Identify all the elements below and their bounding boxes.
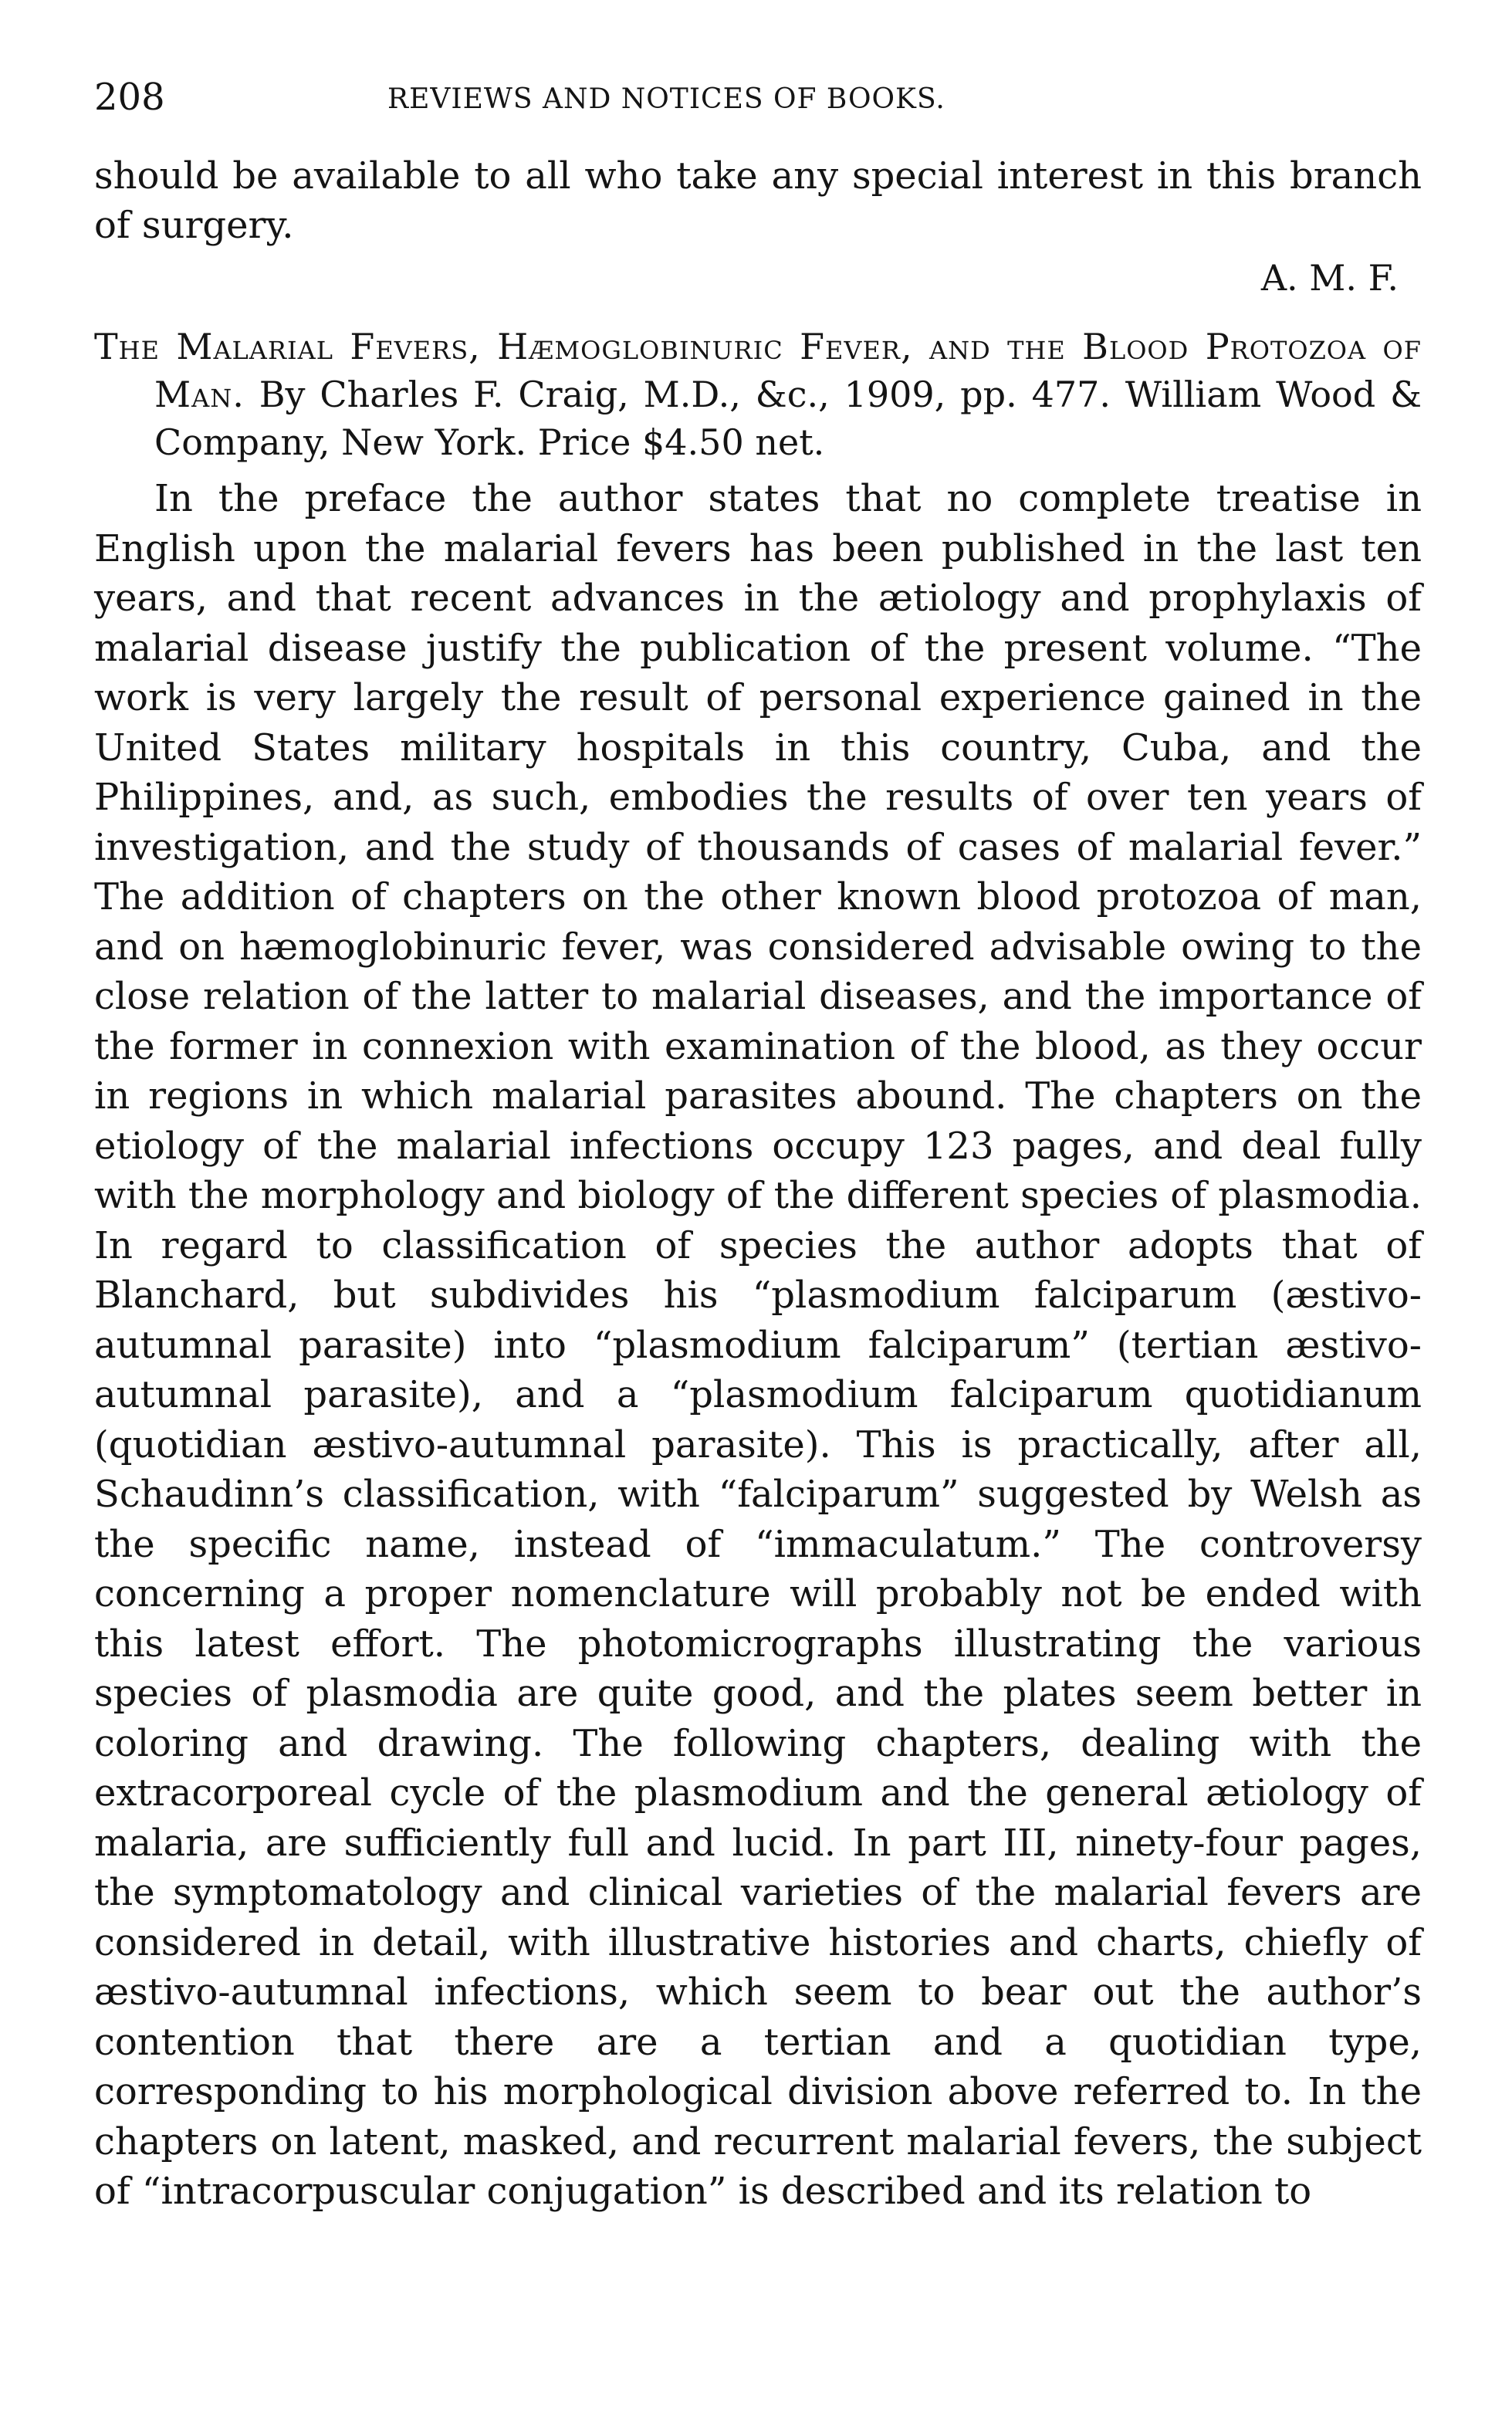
review-body-text: In the preface the author states that no complete treatise in English upon the malarial fevers has been published in the last ten years, and that recent advances in the ætiology and prophylaxis of malarial disease justify the publication of the present volume. “The work is very largely the result of personal experience gained in the United States military hospitals in this country, Cuba, and the Philippines, and, as such, embodies the results of over ten years of investigation, and the study of thousands of cases of malarial fever.” The addition of chapters on the other known blood protozoa of man, and on hæmoglobinuric fever, was considered advisable owing to the close relation of the latter to malarial diseases, and the importance of the former in connexion with examination of the blood, as they occur in regions in which malarial parasites abound. The chapters on the etiology of the malarial infections occupy 123 pages, and deal fully with the morphology and biology of the different species of plasmodia. In regard to classification of species the author adopts that of Blanchard, but subdivides his “plasmodium falciparum (æstivo-autumnal parasite) into “plasmodium falciparum” (tertian æstivo-autumnal parasite), and a “plasmodium falciparum quotidianum (quotidian æstivo-autumnal parasite). This is practically, after all, Schaudinn’s classification, with “falciparum” suggested by Welsh as the specific name, instead of “immaculatum.” The controversy concerning a proper nomenclature will probably not be ended with this latest effort. The photomicrographs illustrating the various species of plasmodia are quite good, and the plates seem better in coloring and drawing. The following chapters, dealing with the extracorporeal cycle of the plasmodium and the general ætiology of malaria, are sufficiently full and lucid. In part III, ninety-four pages, the symptomatology and clinical varieties of the malarial fevers are considered in detail, with illustrative histories and charts, chiefly of æstivo-autumnal infections, which seem to bear out the author’s contention that there are a tertian and a quotidian type, corresponding to his morphological division above referred to. In the chapters on latent, masked, and recurrent malarial fevers, the subject of “intracorpuscular conjugation” is described and its relation to xyxy=(94,477,1422,2213)
previous-review-closing: should be available to all who take any special interest in this branch of surgery. xyxy=(94,154,1422,247)
running-head: REVIEWS AND NOTICES OF BOOKS. xyxy=(387,83,945,115)
reviewer-initials: A. M. F. xyxy=(1260,257,1399,299)
page-number: 208 xyxy=(94,76,165,119)
book-page xyxy=(94,74,1422,2254)
book-title: The Malarial Fevers, Hæmoglobinuric Fever, and the Blood Protozoa of Man. xyxy=(94,326,1422,415)
review-heading xyxy=(94,323,1422,466)
page-header xyxy=(94,74,1422,128)
book-author-line: By Charles F. Craig, M.D., &c., 1909, pp. 477. xyxy=(259,374,1111,415)
book-publisher-line: William Wood & Company, New York. Price $4.50 net. xyxy=(154,374,1422,463)
